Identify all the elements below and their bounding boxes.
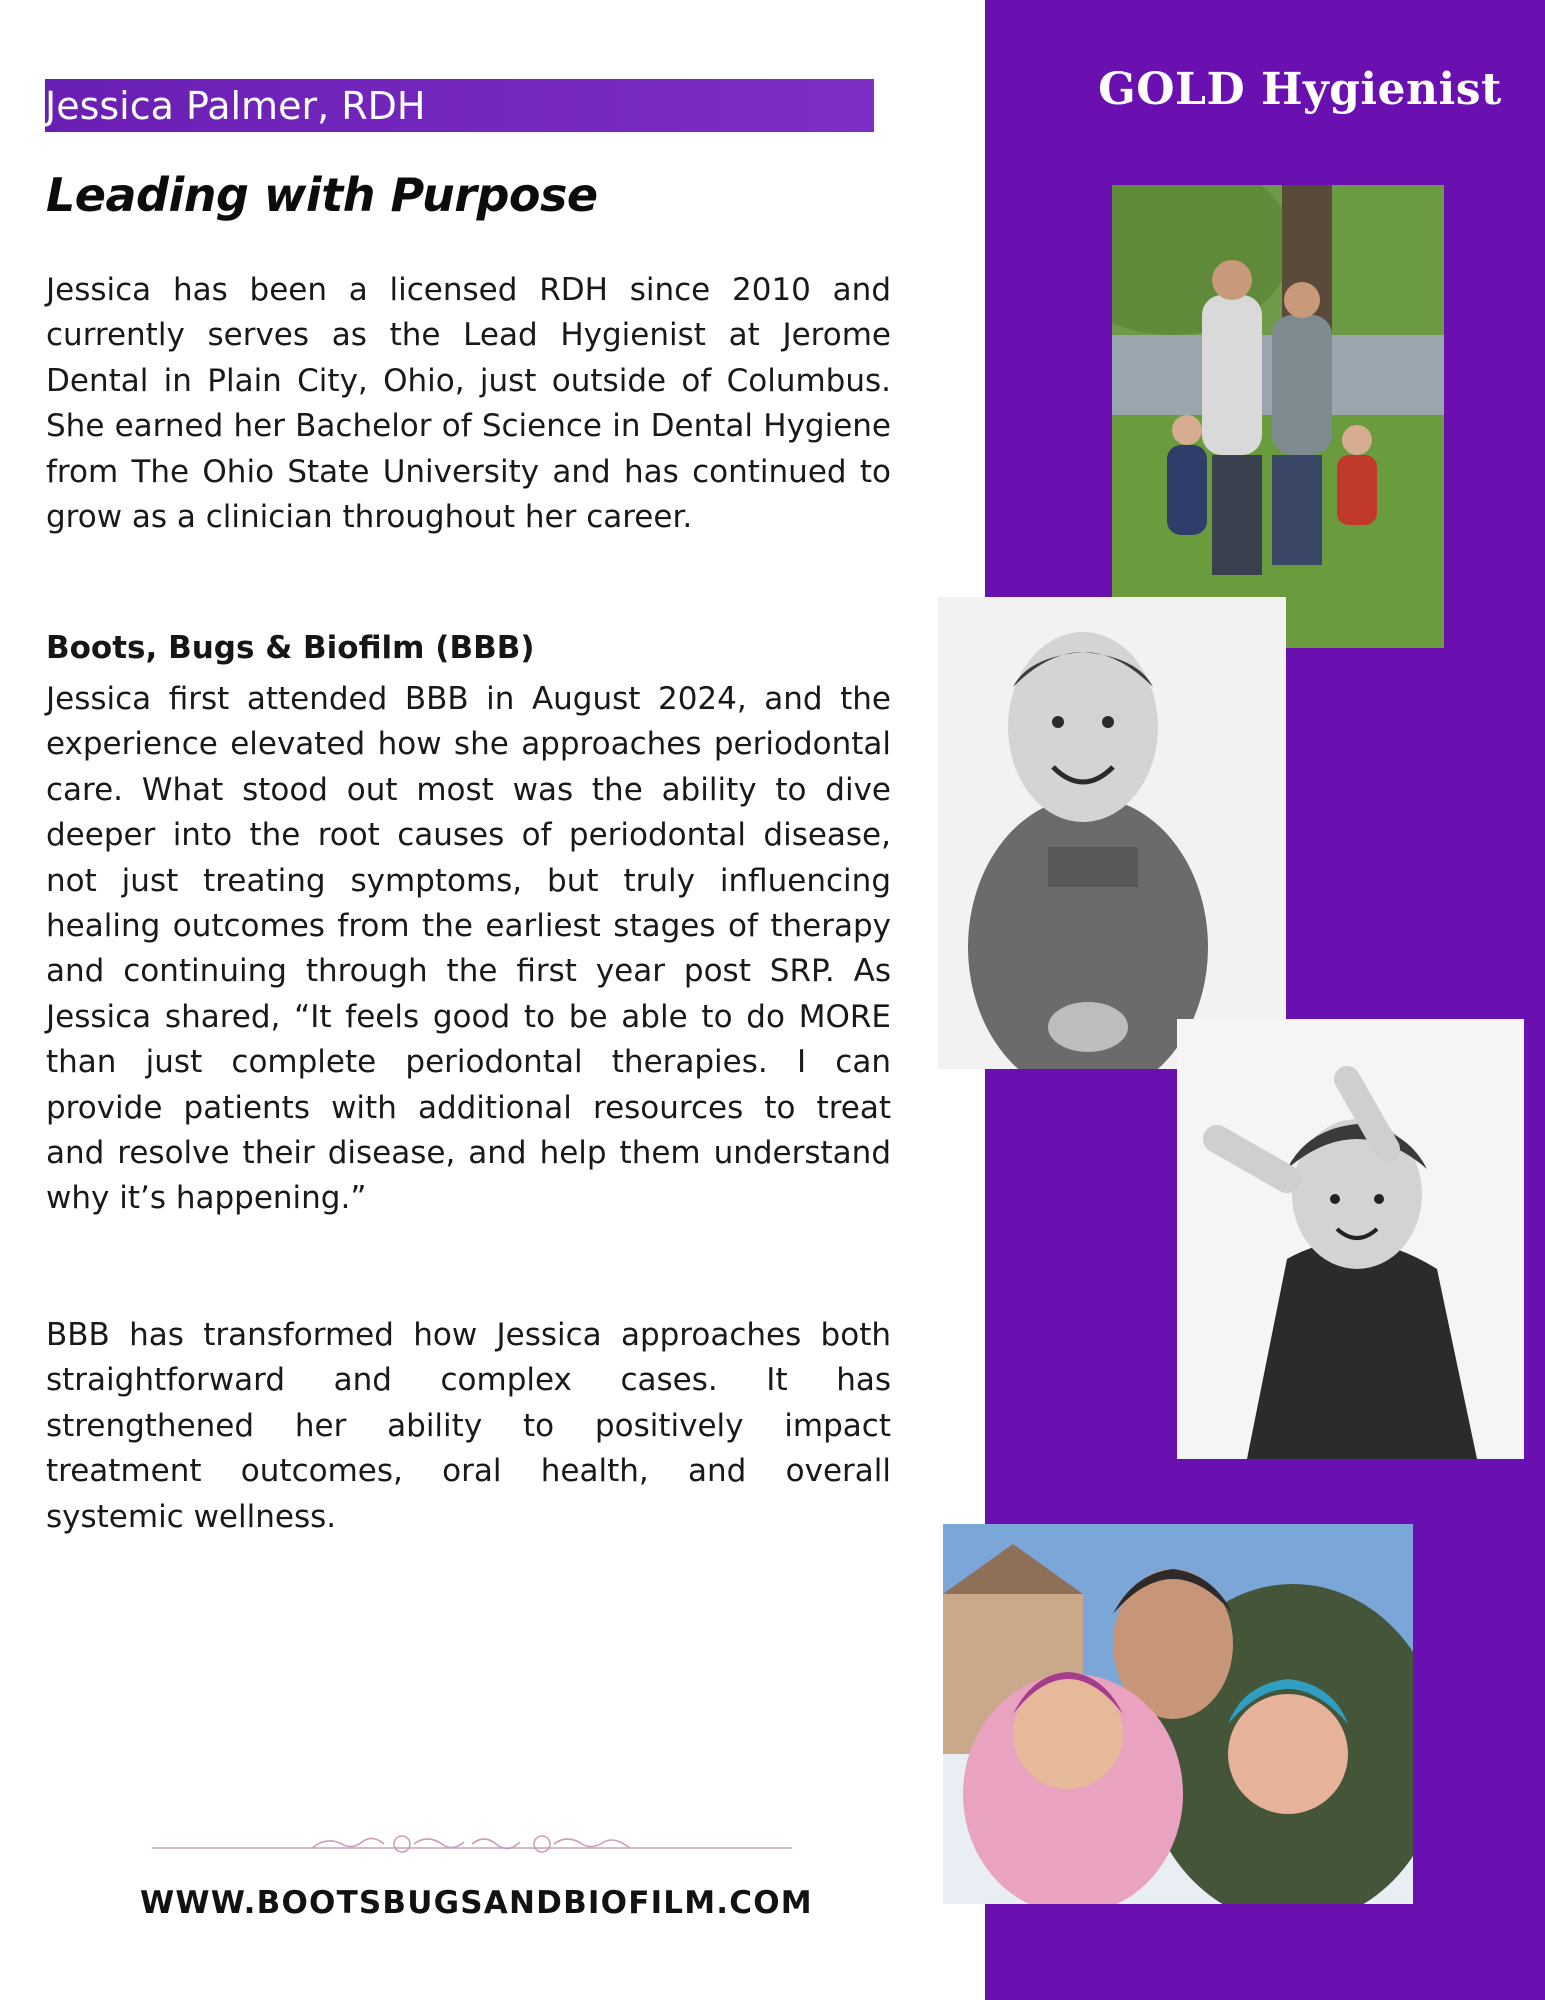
boy-portrait-photo: [938, 597, 1286, 1069]
family-outdoor-photo: [1112, 185, 1444, 648]
bbb-section-title: Boots, Bugs & Biofilm (BBB): [46, 630, 535, 666]
closing-paragraph: BBB has transformed how Jessica approaches both straightforward and complex cases. It has strengthened her ability to positively impact treatment outcomes, oral health, and overall systemic wellness.: [46, 1317, 891, 1535]
bbb-paragraph: Jessica first attended BBB in August 2024, and the experience elevated how she approaches periodontal care. What stood out most was the ability to dive deeper into the root causes of periodontal disease, not just treating symptoms, but truly influencing healing outcomes from the earliest stages of therapy and continuing through the first year post SRP. As Jessica shared, “It feels good to be able to do MORE than just complete periodontal therapies. I can provide patients with additional resources to treat and resolve their disease, and help them understand why it’s happening.”: [46, 681, 891, 1217]
website-link[interactable]: WWW.BOOTSBUGSANDBIOFILM.COM: [140, 1885, 813, 1921]
name-banner: Jessica Palmer, RDH: [45, 79, 874, 132]
gold-hygienist-badge: GOLD Hygienist: [1098, 64, 1502, 115]
intro-paragraph: Jessica has been a licensed RDH since 2010 and currently serves as the Lead Hygienist at Jerome Dental in Plain City, Ohio, just outside of Columbus. She earned her Bachelor of Science in Dental Hygiene from The Ohio State University and has continued to grow as a clinician throughout her career.: [46, 272, 891, 536]
winter-selfie-photo: [943, 1524, 1413, 1904]
ornamental-divider: [152, 1830, 792, 1860]
girl-portrait-photo: [1177, 1019, 1524, 1459]
page-headline: Leading with Purpose: [46, 168, 598, 222]
